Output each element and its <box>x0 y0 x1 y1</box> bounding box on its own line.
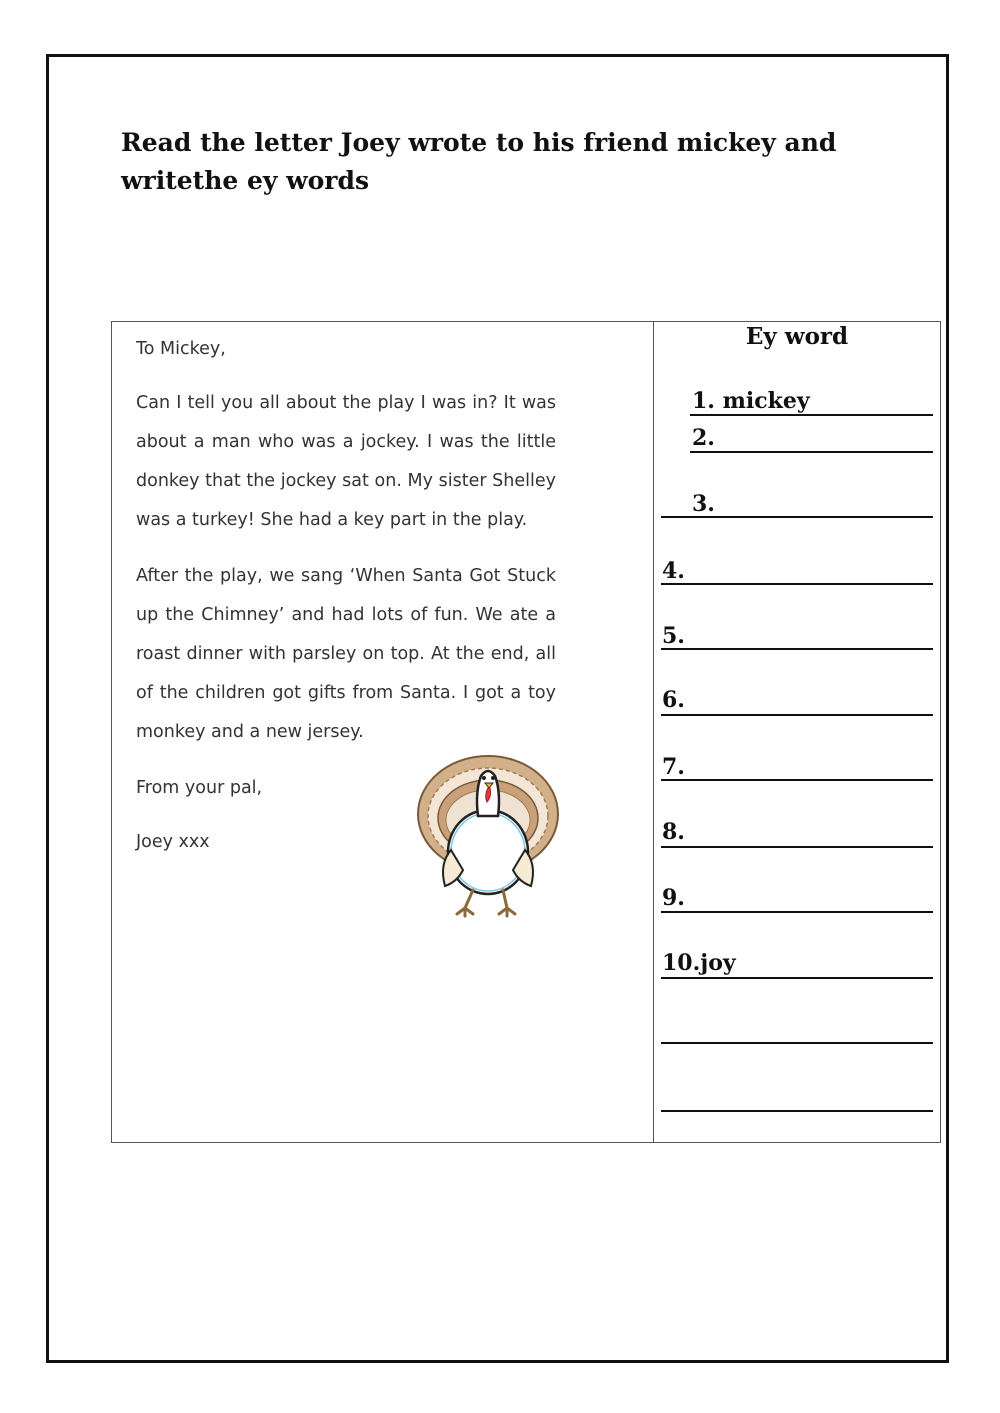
answer-line-1[interactable] <box>690 414 933 416</box>
answer-column <box>654 322 940 1142</box>
answer-line-3[interactable] <box>661 516 933 518</box>
answer-label-10: 10.joy <box>662 950 736 976</box>
letter-paragraph-1: Can I tell you all about the play I was in? It was about a man who was a jockey. I was the little donkey that the jockey sat on. My sister Shelley was a turkey! She had a key part in the play. <box>136 393 556 530</box>
answer-line-7[interactable] <box>661 779 933 781</box>
answer-line-11[interactable] <box>661 1042 933 1044</box>
answer-label-1: 1. mickey <box>692 388 810 414</box>
answer-label-8: 8. <box>662 819 685 845</box>
worksheet-table <box>111 321 941 1143</box>
answer-label-9: 9. <box>662 885 685 911</box>
answer-label-6: 6. <box>662 687 685 713</box>
letter-greeting: To Mickey, <box>136 339 226 359</box>
instruction-heading: Read the letter Joey wrote to his friend mickey and writethe ey words <box>121 128 837 195</box>
answer-label-5: 5. <box>662 623 685 649</box>
answer-line-4[interactable] <box>661 583 933 585</box>
answer-line-10[interactable] <box>661 977 933 979</box>
letter-column <box>112 322 654 1142</box>
letter-paragraph-2: After the play, we sang ‘When Santa Got Stuck up the Chimney’ and had lots of fun. We ate a roast dinner with parsley on top. At the end, all of the children got gifts from Santa. I got a toy monkey and a new jersey. <box>136 566 556 742</box>
answer-label-2: 2. <box>692 425 715 451</box>
answer-line-6[interactable] <box>661 714 933 716</box>
letter-signature: Joey xxx <box>136 832 210 852</box>
answer-line-2[interactable] <box>690 451 933 453</box>
turkey-illustration <box>415 752 561 918</box>
answer-label-7: 7. <box>662 754 685 780</box>
letter-closing: From your pal, <box>136 778 263 798</box>
ey-word-header: Ey word <box>745 323 849 350</box>
answer-label-4: 4. <box>662 558 685 584</box>
answer-label-3: 3. <box>692 491 715 517</box>
answer-line-12[interactable] <box>661 1110 933 1112</box>
answer-line-5[interactable] <box>661 648 933 650</box>
turkey-body <box>448 810 528 894</box>
answer-line-8[interactable] <box>661 846 933 848</box>
answer-line-9[interactable] <box>661 911 933 913</box>
